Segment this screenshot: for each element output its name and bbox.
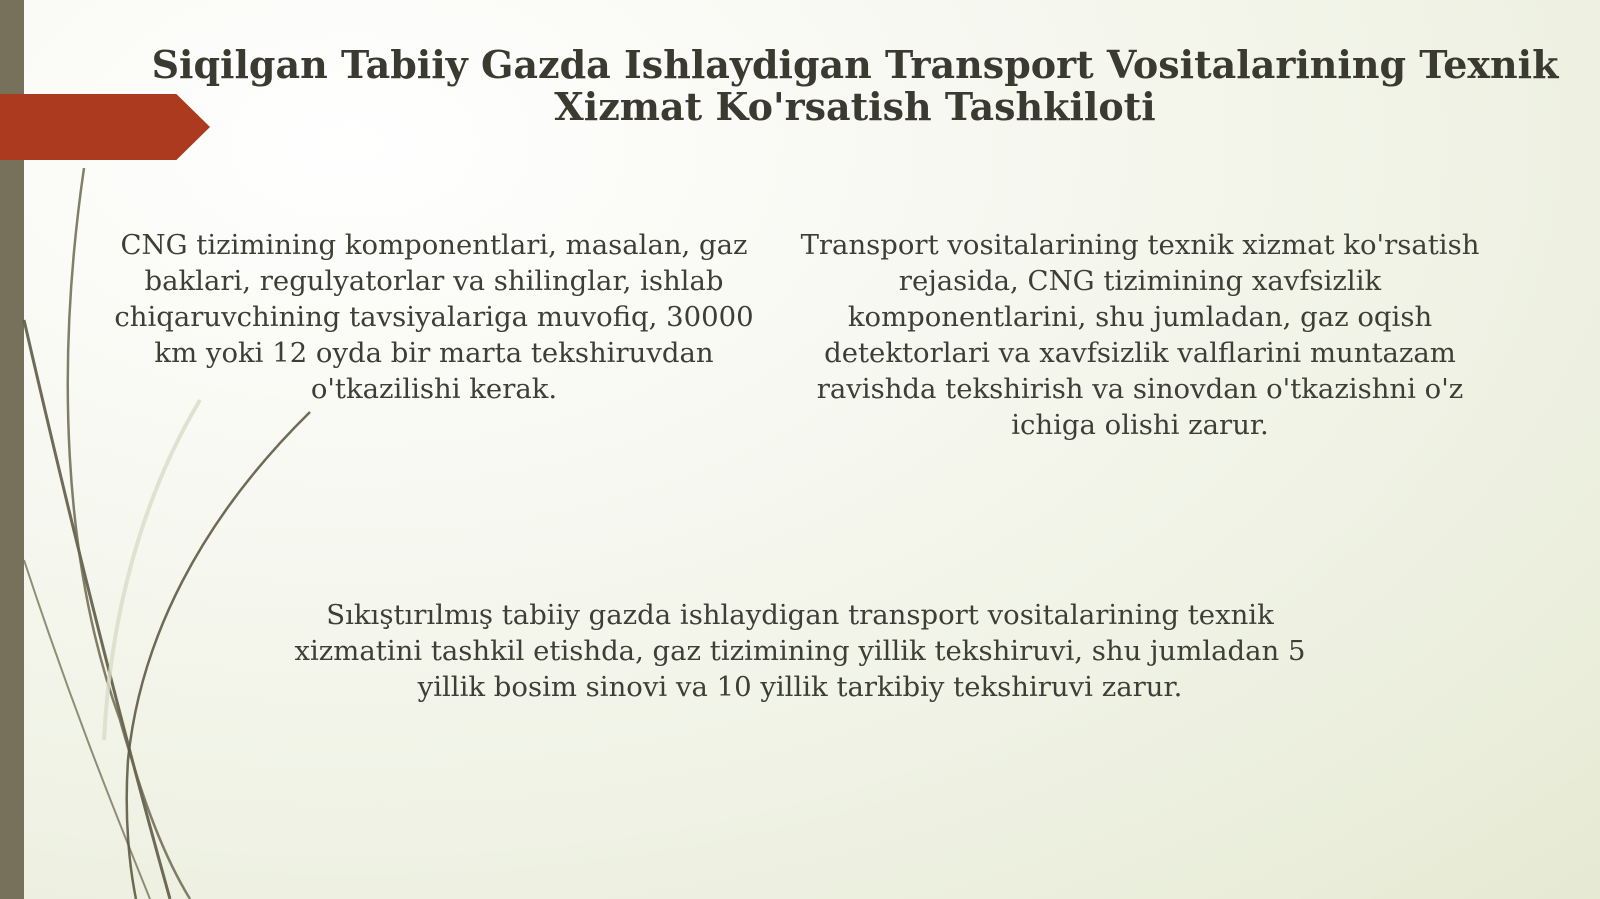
slide-title: Siqilgan Tabiiy Gazda Ishlaydigan Transport Vositalarining Texnik Xizmat Ko'rsatish Tashkiloti <box>151 42 1559 129</box>
paragraph-left: CNG tizimining komponentlari, masalan, gaz baklari, regulyatorlar va shilinglar, ishlab chiqaruvchining tavsiyalariga muvofiq, 30000 km yoki 12 oyda bir marta tekshiruvdan o'tkazilishi kerak. <box>114 229 754 405</box>
curve-left-5 <box>104 400 200 740</box>
paragraph-right: Transport vositalarining texnik xizmat ko'rsatish rejasida, CNG tizimining xavfsizlik komponentlarini, shu jumladan, gaz oqish detektorlari va xavfsizlik valflarini muntazam ravishda tekshirish va sinovdan o'tkazishni o'z ichiga olishi zarur. <box>800 229 1480 441</box>
curve-left-3 <box>24 560 150 899</box>
paragraph-bottom: Sıkıştırılmış tabiiy gazda ishlaydigan transport vositalarining texnik xizmatini tashkil etishda, gaz tizimining yillik tekshiruvi, shu jumladan 5 yillik bosim sinovi va 10 yillik tarkibiy tekshiruvi zarur. <box>294 599 1306 703</box>
